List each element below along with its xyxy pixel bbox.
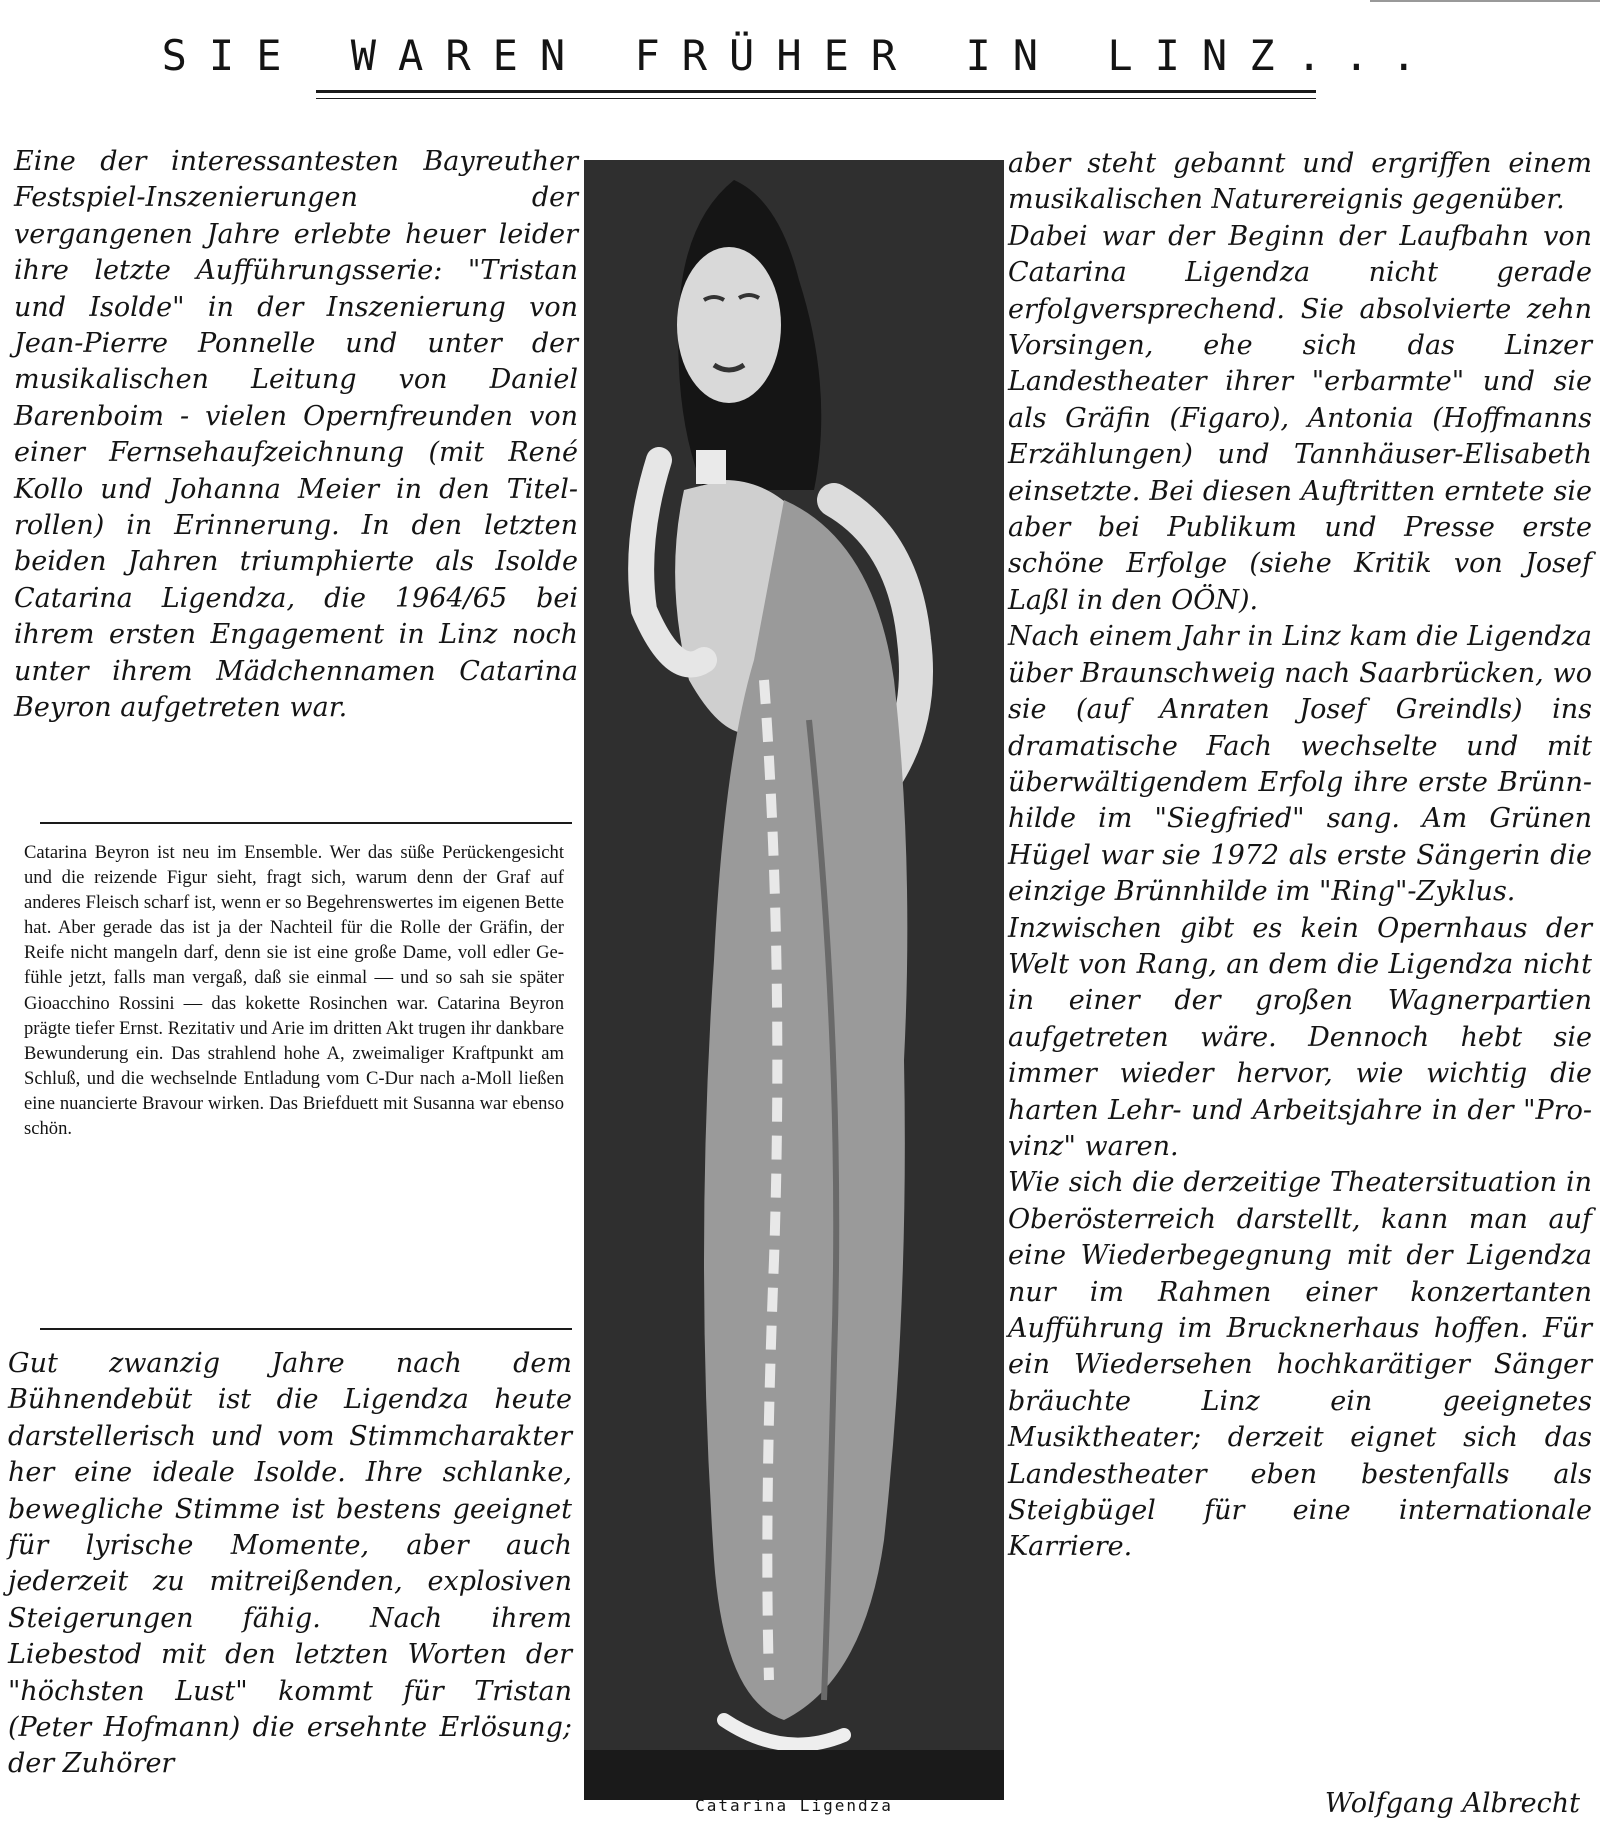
right-paragraph-4: Inzwischen gibt es kein Opernhaus der Welt von Rang, an dem die Ligendza nicht in einer der großen Wagnerpartien aufgetreten wäre. Dennoch hebt sie immer wieder hervor, wie wichtig die harten Lehr- und Arbeitsjahre in der "Provinz" waren. bbox=[1008, 912, 1592, 1162]
review-clipping: Catarina Beyron ist neu im Ensemble. Wer das süße Perückengesicht und die reizende Figur sieht, fragt sich, warum denn der Graf auf anderes Fleisch scharf ist, wenn er so Begehrenswertes im eigenen Bette hat. Aber gerade das ist ja der Nachteil für die Rolle der Gräfin, der Reife nicht mangeln darf, denn sie ist eine große Dame, voll edler Gefühle jetzt, falls man vergaß, daß sie einmal — und so sah sie später Gioacchino Rossini — das kokette Rosinchen war. Catarina Beyron prägte tiefer Ernst. Rezitativ und Arie im dritten Akt trugen ihr dankbare Bewunderung ein. Das strahlend hohe A, zweimaliger Kraftpunkt am Schluß, und die wechselnde Entladung vom C-Dur nach a-Moll ließen eine nuancierte Bravour wirken. Das Briefduett mit Susanna war ebenso schön. bbox=[24, 842, 564, 1140]
clipping-top-rule bbox=[40, 822, 572, 824]
author-signature: Wolfgang Albrecht bbox=[1324, 1788, 1580, 1819]
left-lower-column bbox=[8, 1346, 572, 1783]
top-edge-mark bbox=[1370, 0, 1600, 2]
singer-photo bbox=[584, 160, 1004, 1800]
intro-paragraph: Eine der interessantesten Bayreuther Festspiel-Inszenierungen der vergangenen Jahre erlebte heuer leider ihre letzte Aufführungsserie: "Tristan und Isolde" in der Inszenierung von Jean-Pierre Ponnelle und unter der musikalischen Leitung von Daniel Barenboim - vielen Opernfreunden von einer Fernsehaufzeichnung (mit René Kollo und Johanna Meier in den Titelrollen) in Erinnerung. In den letzten beiden Jahren triumphierte als Isolde Catarina Ligendza, die 1964/65 bei ihrem ersten Engagement in Linz noch unter ihrem Mädchennamen Catarina Beyron aufgetreten war. bbox=[14, 146, 578, 724]
right-column bbox=[1008, 146, 1592, 1566]
left-lower-paragraph: Gut zwanzig Jahre nach dem Bühnendebüt ist die Ligendza heute darstellerisch und vom Stimmcharakter her eine ideale Isolde. Ihre schlanke, bewegliche Stimme ist bestens geeignet für lyrische Momente, aber auch jederzeit zu mitreißenden, explosiven Steigerungen fähig. Nach ihrem Liebestod mit den letzten Worten der "höchsten Lust" kommt für Tristan (Peter Hofmann) die ersehnte Erlösung; der Zuhörer bbox=[8, 1348, 572, 1780]
right-paragraph-5: Wie sich die derzeitige Theatersituation in Oberösterreich darstellt, kann man auf eine Wiederbegegnung mit der Ligendza nur im Rahmen einer konzertanten Aufführung im Brucknerhaus hoffen. Für ein Wiedersehen hochkarätiger Sänger bräuchte Linz ein geeignetes Musiktheater; derzeit eignet sich das Landestheater eben bestenfalls als Steigbügel für eine internationale Karriere. bbox=[1008, 1167, 1592, 1563]
clipping-bottom-rule bbox=[40, 1328, 572, 1330]
title-underline bbox=[316, 90, 1316, 93]
photo-caption: Catarina Ligendza bbox=[695, 1796, 893, 1815]
intro-column bbox=[14, 144, 578, 727]
right-paragraph-3: Nach einem Jahr in Linz kam die Ligendza über Braunschweig nach Saarbrücken, wo sie (auf Anraten Josef Greindls) ins dramatische Fach wechselte und mit überwältigendem Erfolg ihre erste Brünnhilde im "Siegfried" sang. Am Grünen Hügel war sie 1972 als erste Sängerin die einzige Brünnhilde im "Ring"-Zyklus. bbox=[1008, 621, 1592, 908]
right-paragraph-1: aber steht gebannt und ergriffen einem musikalischen Naturereignis gegenüber. bbox=[1008, 148, 1592, 216]
article-title: SIE WAREN FRÜHER IN LINZ... bbox=[161, 31, 1439, 80]
right-paragraph-2: Dabei war der Beginn der Laufbahn von Catarina Ligendza nicht gerade erfolgversprechend. Sie absolvierte zehn Vorsingen, ehe sich das Linzer Landestheater ihrer "erbarmte" und sie als Gräfin (Figaro), Antonia (Hoffmanns Erzählungen) und Tannhäuser-Elisabeth einsetzte. Bei diesen Auftritten erntete sie aber bei Publikum und Presse erste schöne Erfolge (siehe Kritik von Josef Laßl in den OÖN). bbox=[1008, 220, 1592, 616]
singer-photo-drawing bbox=[584, 160, 1004, 1800]
title-underline-thin bbox=[316, 98, 1316, 99]
